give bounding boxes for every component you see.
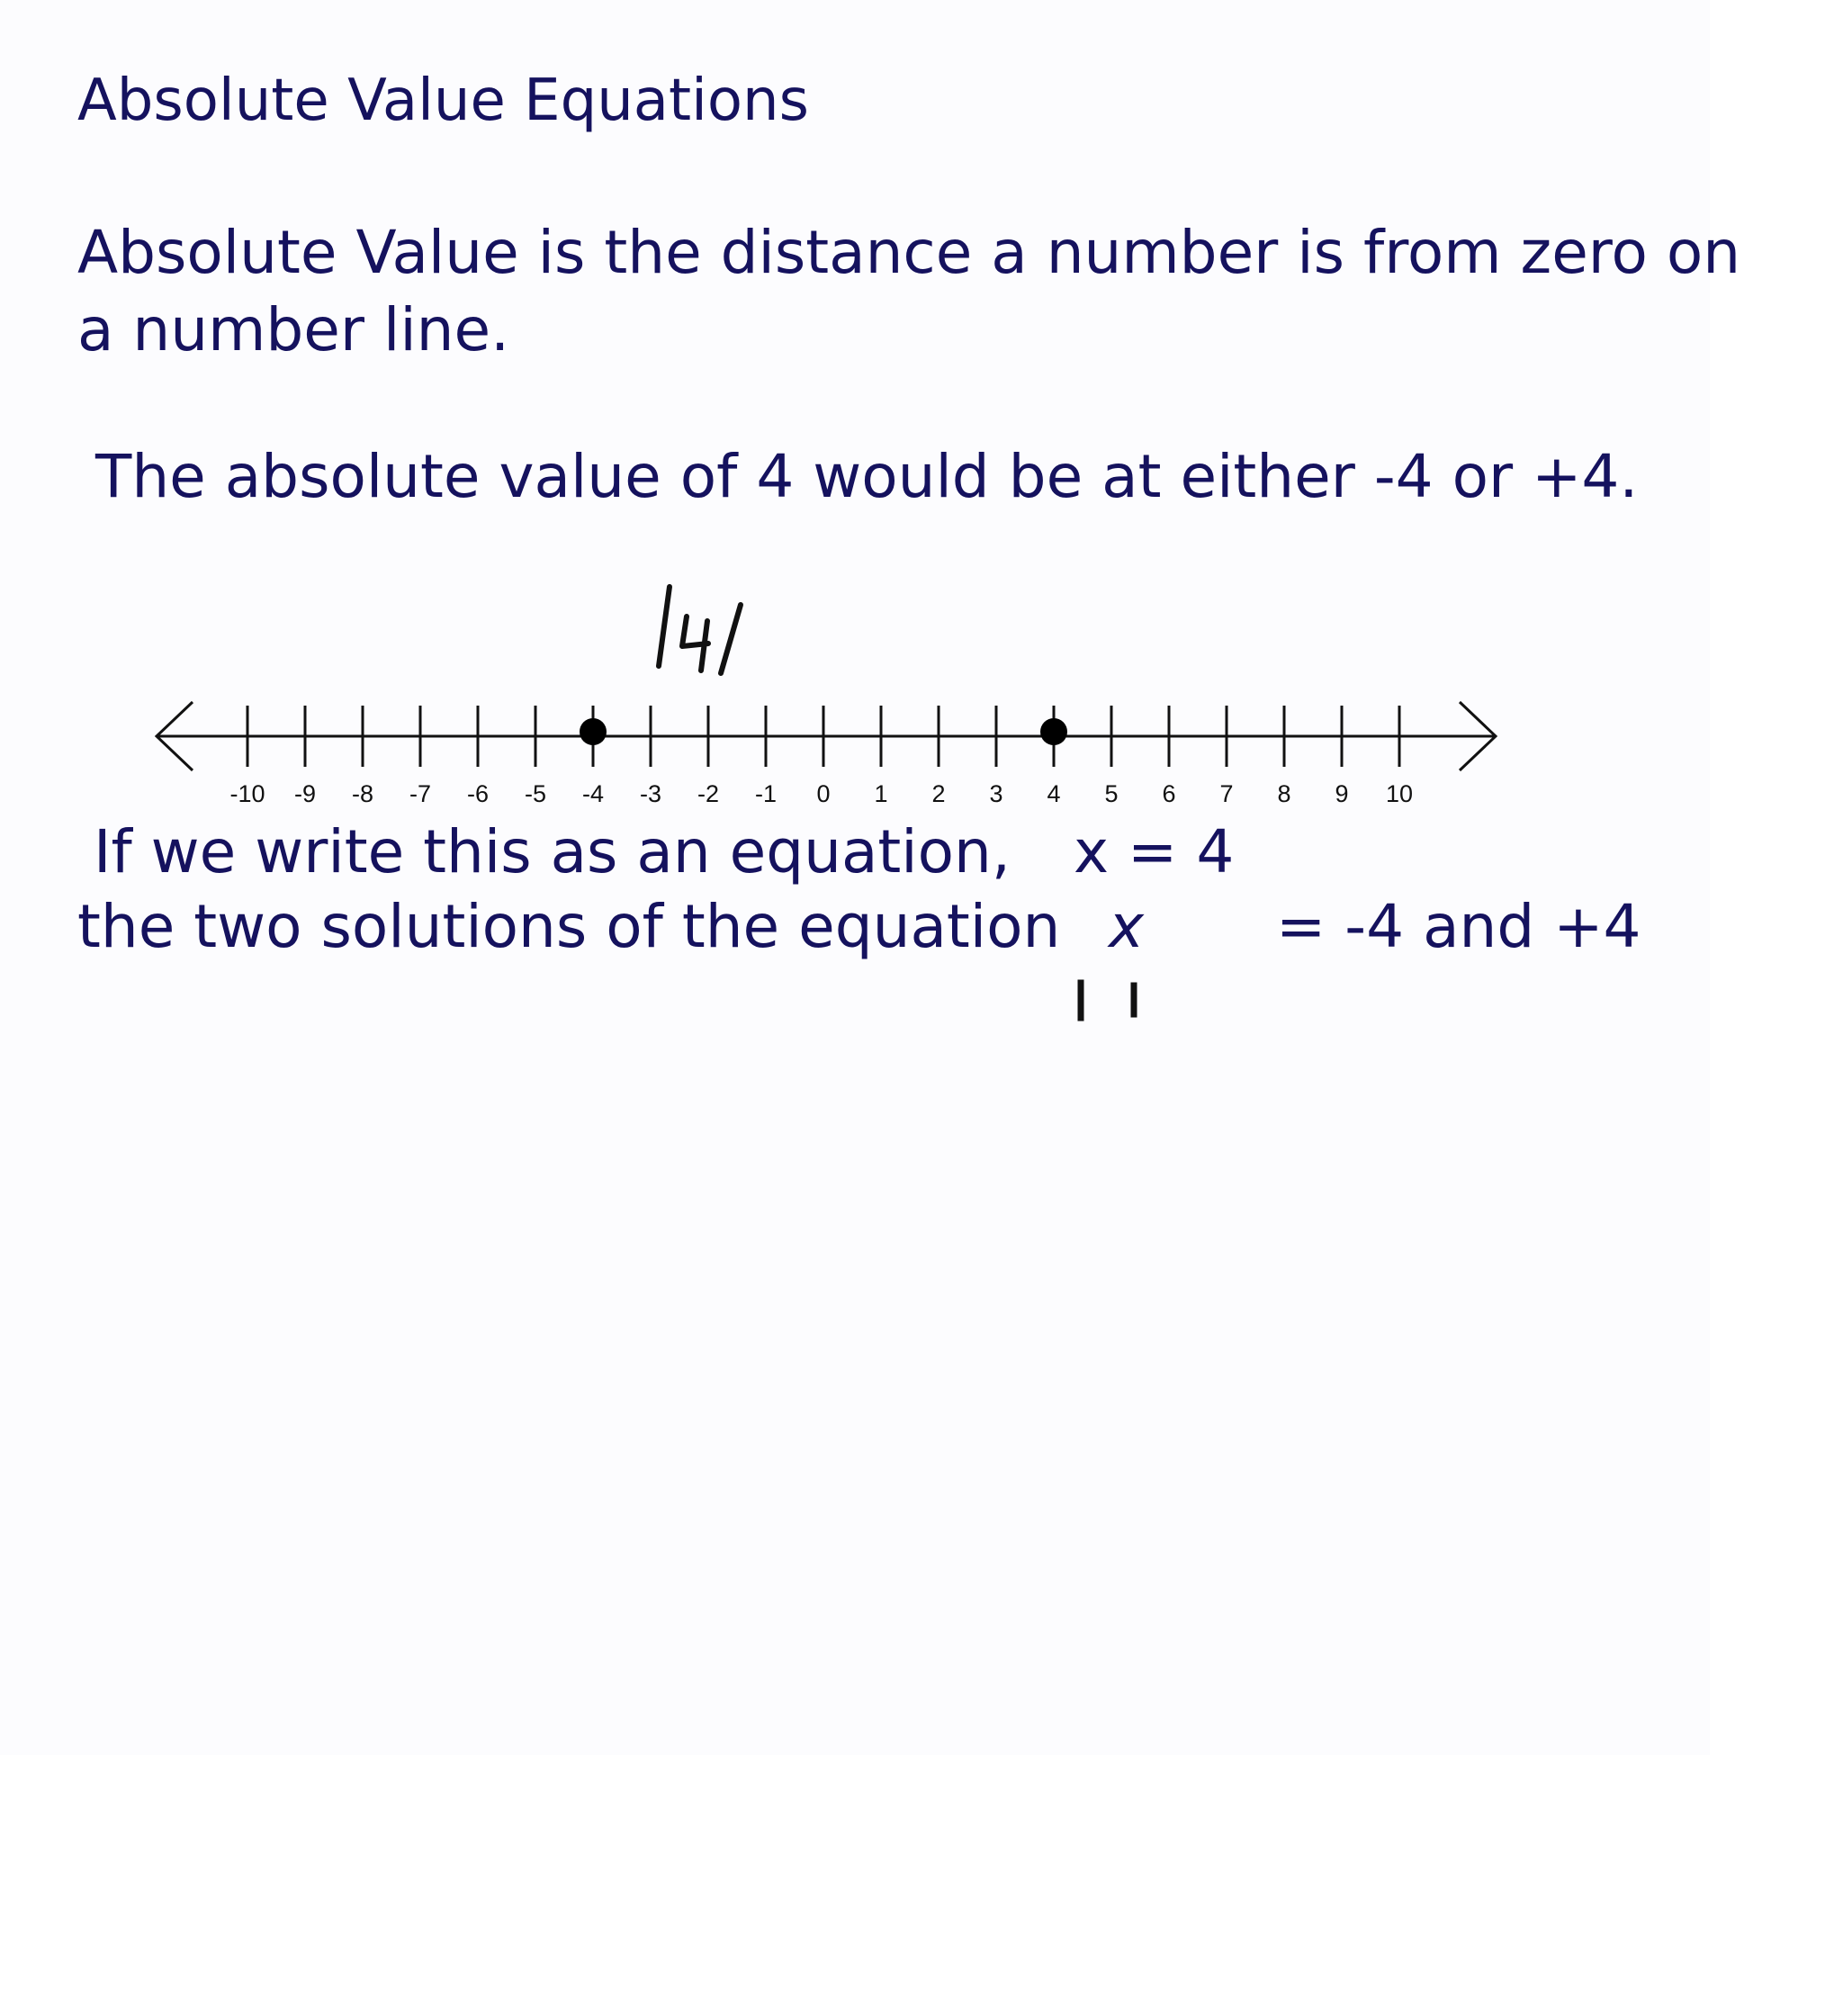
equation-x-equals-4: x = 4 bbox=[1074, 817, 1235, 886]
number-line-ticks bbox=[247, 706, 1399, 767]
tick-label: -6 bbox=[466, 780, 490, 807]
tick-label: -9 bbox=[293, 780, 317, 807]
tick-label: -2 bbox=[697, 780, 720, 807]
definition-line-2: a number line. bbox=[77, 295, 510, 364]
tick-label: -3 bbox=[639, 780, 662, 807]
point--4 bbox=[580, 718, 607, 745]
number-line-axis bbox=[157, 702, 1496, 770]
tick-label: 3 bbox=[989, 780, 1003, 807]
tick-label: 6 bbox=[1162, 780, 1176, 807]
absolute-value-bars bbox=[1081, 983, 1134, 1018]
tick-label: 7 bbox=[1219, 780, 1234, 807]
page-title: Absolute Value Equations bbox=[77, 68, 809, 134]
tick-label: -7 bbox=[409, 780, 432, 807]
tick-label: 8 bbox=[1277, 780, 1291, 807]
example-sentence: The absolute value of 4 would be at either -4 or +4. bbox=[95, 442, 1639, 511]
definition-line-1: Absolute Value is the distance a number is from zero on bbox=[77, 218, 1741, 287]
tick-label: 4 bbox=[1047, 780, 1061, 807]
number-line-labels bbox=[229, 780, 1413, 807]
equation-intro: If we write this as an equation, bbox=[94, 817, 1011, 886]
tick-label: 1 bbox=[874, 780, 888, 807]
handwritten-absolute-value-4 bbox=[659, 587, 741, 673]
tick-label: 9 bbox=[1335, 780, 1349, 807]
solutions-result: = -4 and +4 bbox=[1276, 892, 1641, 961]
tick-label: -1 bbox=[754, 780, 778, 807]
solutions-text: the two solutions of the equation bbox=[77, 892, 1061, 961]
tick-label: -5 bbox=[524, 780, 547, 807]
tick-label: 10 bbox=[1385, 780, 1414, 807]
tick-label: 5 bbox=[1104, 780, 1119, 807]
point-4 bbox=[1040, 718, 1067, 745]
tick-label: -4 bbox=[581, 780, 605, 807]
tick-label: -10 bbox=[229, 780, 265, 807]
tick-label: 2 bbox=[931, 780, 946, 807]
equation-variable-x: x bbox=[1109, 892, 1145, 961]
tick-label: 0 bbox=[816, 780, 831, 807]
tick-label: -8 bbox=[351, 780, 374, 807]
